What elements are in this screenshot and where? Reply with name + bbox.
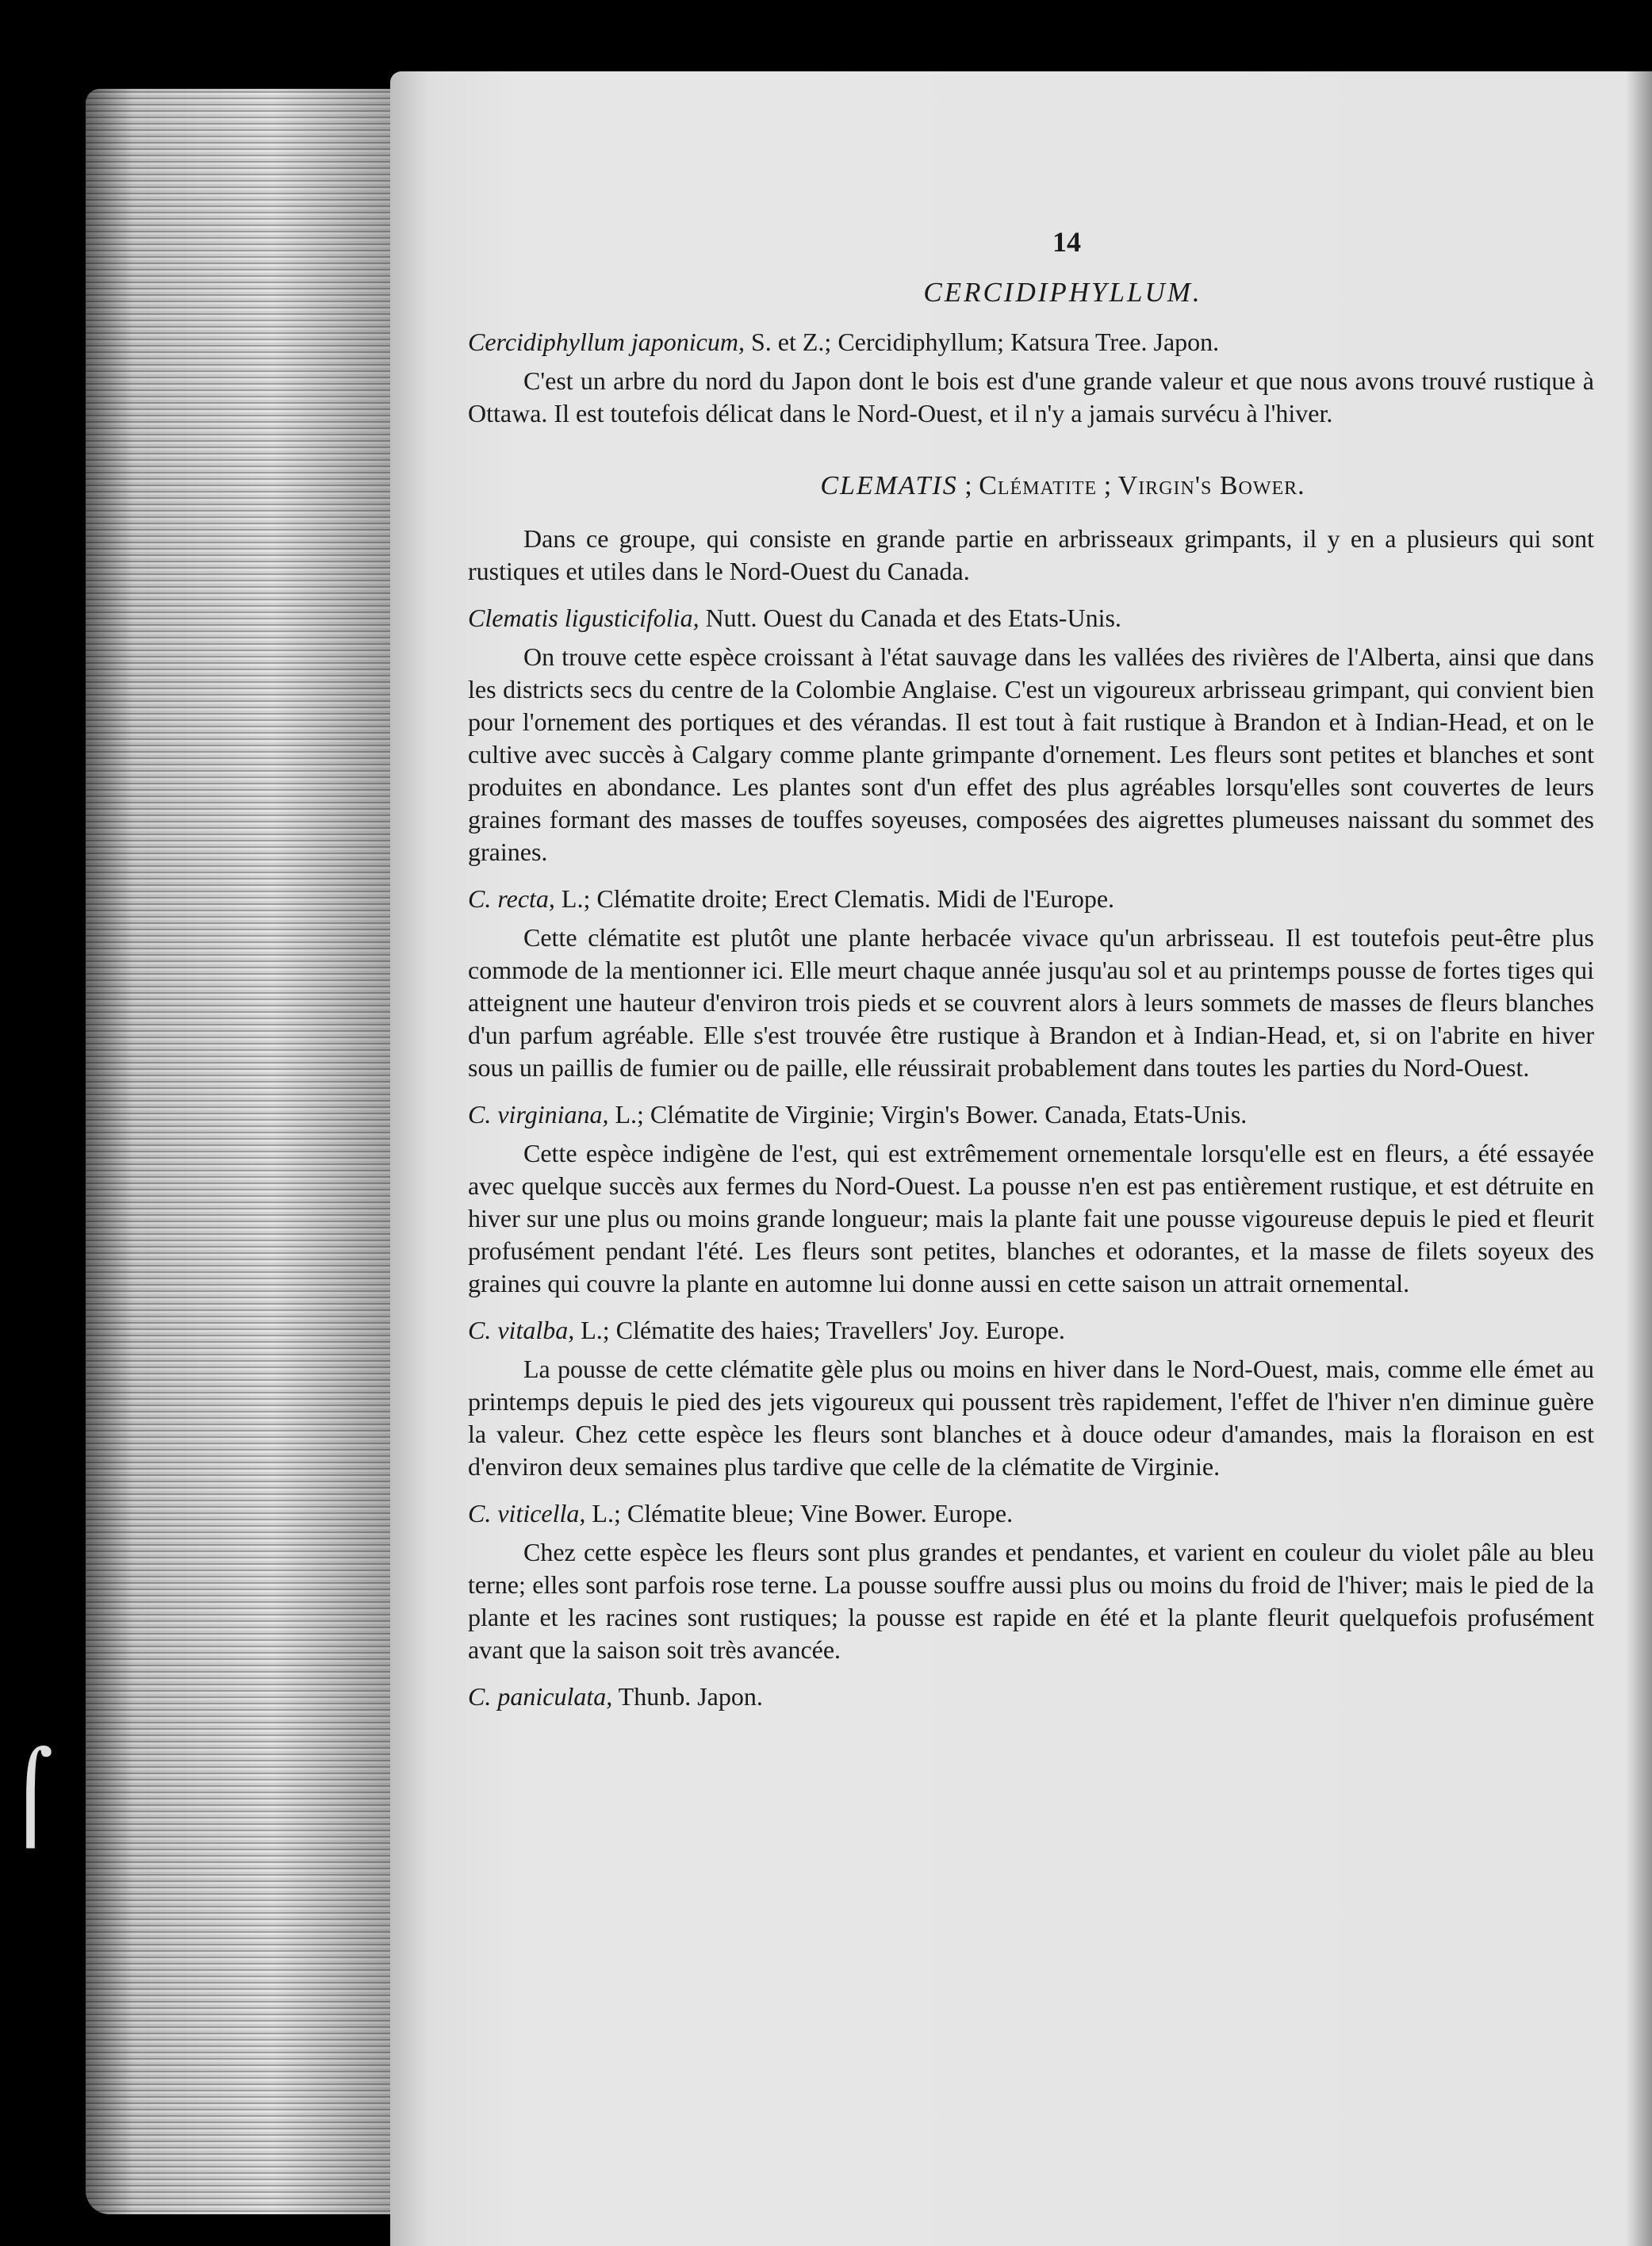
species-name: C. virginiana, (468, 1100, 609, 1129)
species-description: Cette espèce indigène de l'est, qui est extrêmement ornementale lorsqu'elle est en fleurs, a été essayée avec quelque succès aux fermes du Nord-Ouest. La pousse n'en est pas entièrement rustique, et est détruite en hiver sur une plus ou moins grande longueur; mais la plante fait une pousse vigoureuse depuis le pied et fleurit profusément pendant l'été. Les fleurs sont petites, blanches et odorantes, et la masse de filets soyeux des graines qui couvre la plante en automne lui donne aussi en cette saison un attrait ornemental. (468, 1139, 1594, 1297)
species-entry-recta (468, 883, 1594, 915)
species-name: C. recta, (468, 884, 555, 913)
species-details: S. et Z.; Cercidiphyllum; Katsura Tree. Japon. (744, 328, 1220, 356)
clematis-intro: Dans ce groupe, qui consiste en grande partie en arbrisseaux grimpants, il y en a plusieurs qui sont rustiques et utiles dans le Nord-Ouest du Canada. (468, 524, 1594, 585)
species-details: L.; Clématite de Virginie; Virgin's Bower. Canada, Etats-Unis. (608, 1100, 1248, 1129)
species-name: C. vitalba, (468, 1316, 575, 1344)
margin-mark: ⌠ (8, 1746, 54, 1847)
species-details: Thunb. Japon. (612, 1682, 763, 1711)
species-details: Nutt. Ouest du Canada et des Etats-Unis. (699, 604, 1121, 632)
clematis-heading-french: Clématite (979, 471, 1098, 500)
species-entry-vitalba (468, 1314, 1594, 1347)
species-entry-paniculata (468, 1681, 1594, 1713)
species-name: Cercidiphyllum japonicum, (468, 328, 745, 356)
species-description: Chez cette espèce les fleurs sont plus grandes et pendantes, et varient en couleur du violet pâle au bleu terne; elles sont parfois rose terne. La pousse souffre aussi plus ou moins du froid de l'hiver; mais le pied de la plante et les racines sont rustiques; la pousse est rapide en été et la plante fleurit quelquefois profusément avant que la saison soit très avancée. (468, 1538, 1594, 1664)
species-details: L.; Clématite bleue; Vine Bower. Europe. (585, 1499, 1014, 1527)
species-description: Cette clématite est plutôt une plante herbacée vivace qu'un arbrisseau. Il est toutefois peut-être plus commode de la mentionner ici. Elle meurt chaque année jusqu'au sol et au printemps pousse de fortes tiges qui atteignent une hauteur d'environ trois pieds et se couvrent alors à leurs sommets de masses de fleurs blanches d'un parfum agréable. Elle s'est trouvée être rustique à Brandon et à Indian-Head, et, si on l'abrite en hiver sous un paillis de fumier ou de paille, elle réussirait probablement dans toutes les parties du Nord-Ouest. (468, 923, 1594, 1082)
species-entry-virginiana (468, 1098, 1594, 1131)
species-details: L.; Clématite droite; Erect Clematis. Midi de l'Europe. (554, 884, 1115, 913)
species-name: Clematis ligusticifolia, (468, 604, 700, 632)
book-page-edges (86, 89, 399, 2214)
species-entry-viticella (468, 1497, 1594, 1530)
clematis-heading (468, 470, 1594, 502)
species-name: C. viticella, (468, 1499, 586, 1527)
species-name: C. paniculata, (468, 1682, 613, 1711)
species-entry-ligusticifolia (468, 602, 1594, 634)
heading-separator: ; (957, 471, 979, 500)
clematis-heading-english: Virgin's Bower. (1117, 471, 1305, 500)
page-shadow (1626, 71, 1652, 2246)
cercidiphyllum-heading: CERCIDIPHYLLUM. (923, 277, 1202, 308)
page-number: 14 (1052, 226, 1081, 258)
species-description: On trouve cette espèce croissant à l'état sauvage dans les vallées des rivières de l'Alberta, ainsi que dans les districts secs du centre de la Colombie Anglaise. C'est un vigoureux arbrisseau grimpant, qui convient bien pour l'ornement des portiques et des vérandas. Il est tout à fait rustique à Brandon et à Indian-Head, et on le cultive avec succès à Calgary comme plante grimpante d'ornement. Les fleurs sont petites et blanches et sont produites en abondance. Les plantes sont d'un effet des plus agréables lorsqu'elles sont couvertes de leurs graines formant des masses de touffes soyeuses, composées des aigrettes plumeuses naissant du sommet des graines. (468, 642, 1594, 866)
species-description: C'est un arbre du nord du Japon dont le bois est d'une grande valeur et que nous avons trouvé rustique à Ottawa. Il est toutefois délicat dans le Nord-Ouest, et il n'y a jamais survécu à l'hiver. (468, 366, 1594, 427)
heading-separator: ; (1097, 471, 1118, 500)
page-text (468, 210, 1594, 1719)
clematis-heading-genus: CLEMATIS (820, 471, 958, 500)
species-entry-cercidiphyllum-japonicum (468, 326, 1594, 358)
species-description: La pousse de cette clématite gèle plus ou moins en hiver dans le Nord-Ouest, mais, comme elle émet au printemps depuis le pied des jets vigoureux qui poussent très rapidement, l'effet de l'hiver n'en diminue guère la valeur. Chez cette espèce les fleurs sont blanches et à douce odeur d'amandes, mais la floraison en est d'environ deux semaines plus tardive que celle de la clématite de Virginie. (468, 1355, 1594, 1481)
species-details: L.; Clématite des haies; Travellers' Joy. Europe. (574, 1316, 1065, 1344)
